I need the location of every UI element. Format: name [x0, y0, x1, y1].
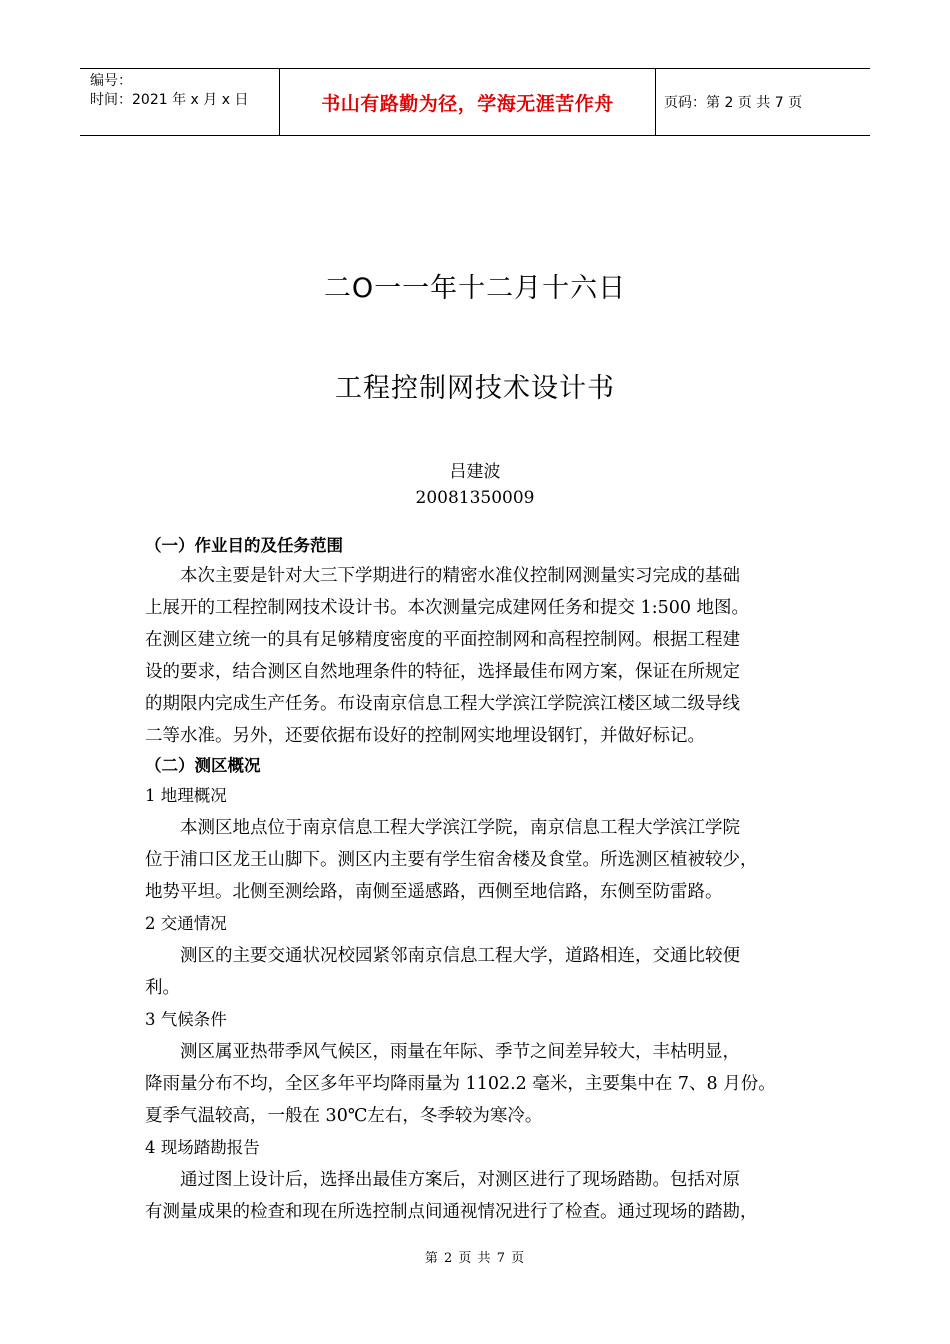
time-label: 时间：2021 年 x 月 x 日	[90, 92, 249, 108]
paragraph-line: 在测区建立统一的具有足够精度密度的平面控制网和高程控制网。根据工程建	[145, 630, 740, 650]
header-left-cell	[80, 69, 280, 135]
document-title: 工程控制网技术设计书	[335, 373, 615, 404]
paragraph-line: 有测量成果的检查和现在所选控制点间通视情况进行了检查。通过现场的踏勘，	[145, 1202, 758, 1222]
paragraph-line: 设的要求，结合测区自然地理条件的特征，选择最佳布网方案，保证在所规定	[145, 662, 740, 682]
author-name: 吕建波	[449, 462, 501, 482]
subsection-heading: 1 地理概况	[145, 786, 227, 805]
paragraph-line: 本测区地点位于南京信息工程大学滨江学院，南京信息工程大学滨江学院	[145, 818, 740, 838]
page-header	[80, 68, 870, 136]
paragraph-line: 的期限内完成生产任务。布设南京信息工程大学滨江学院滨江楼区域二级导线	[145, 694, 740, 714]
page-footer: 第 2 页 共 7 页	[424, 1251, 526, 1266]
header-motto: 书山有路勤为径，学海无涯苦作舟	[280, 69, 656, 135]
document-date: 二O一一年十二月十六日	[323, 273, 627, 304]
subsection-heading: 4 现场踏勘报告	[145, 1138, 260, 1157]
paragraph-line: 降雨量分布不均，全区多年平均降雨量为 1102.2 毫米，主要集中在 7、8 月份。	[145, 1074, 776, 1094]
number-label: 编号：	[90, 73, 132, 89]
author-block	[0, 459, 950, 511]
paragraph-line: 测区的主要交通状况校园紧邻南京信息工程大学，道路相连，交通比较便	[145, 946, 740, 966]
paragraph-line: 上展开的工程控制网技术设计书。本次测量完成建网任务和提交 1:500 地图。	[145, 598, 750, 618]
subsection-heading: 2 交通情况	[145, 914, 227, 933]
paragraph-line: 地势平坦。北侧至测绘路，南侧至遥感路，西侧至地信路，东侧至防雷路。	[145, 882, 723, 902]
paragraph-line: 位于浦口区龙王山脚下。测区内主要有学生宿舍楼及食堂。所选测区植被较少，	[145, 850, 758, 870]
document-body	[145, 532, 825, 1228]
section-heading-1: （一）作业目的及任务范围	[145, 536, 343, 555]
paragraph-line: 本次主要是针对大三下学期进行的精密水准仪控制网测量实习完成的基础	[145, 566, 740, 586]
author-id: 20081350009	[415, 488, 535, 508]
paragraph-line: 测区属亚热带季风气候区，雨量在年际、季节之间差异较大，丰枯明显，	[145, 1042, 740, 1062]
paragraph-line: 利。	[145, 978, 180, 998]
paragraph-line: 夏季气温较高，一般在 30℃左右，冬季较为寒冷。	[145, 1106, 543, 1126]
section-heading-2: （二）测区概况	[145, 756, 261, 775]
paragraph-line: 通过图上设计后，选择出最佳方案后，对测区进行了现场踏勘。包括对原	[145, 1170, 740, 1190]
header-page-code: 页码：第 2 页 共 7 页	[664, 95, 803, 111]
subsection-heading: 3 气候条件	[145, 1010, 227, 1029]
paragraph-line: 二等水准。另外，还要依据布设好的控制网实地埋设钢钉，并做好标记。	[145, 726, 705, 746]
